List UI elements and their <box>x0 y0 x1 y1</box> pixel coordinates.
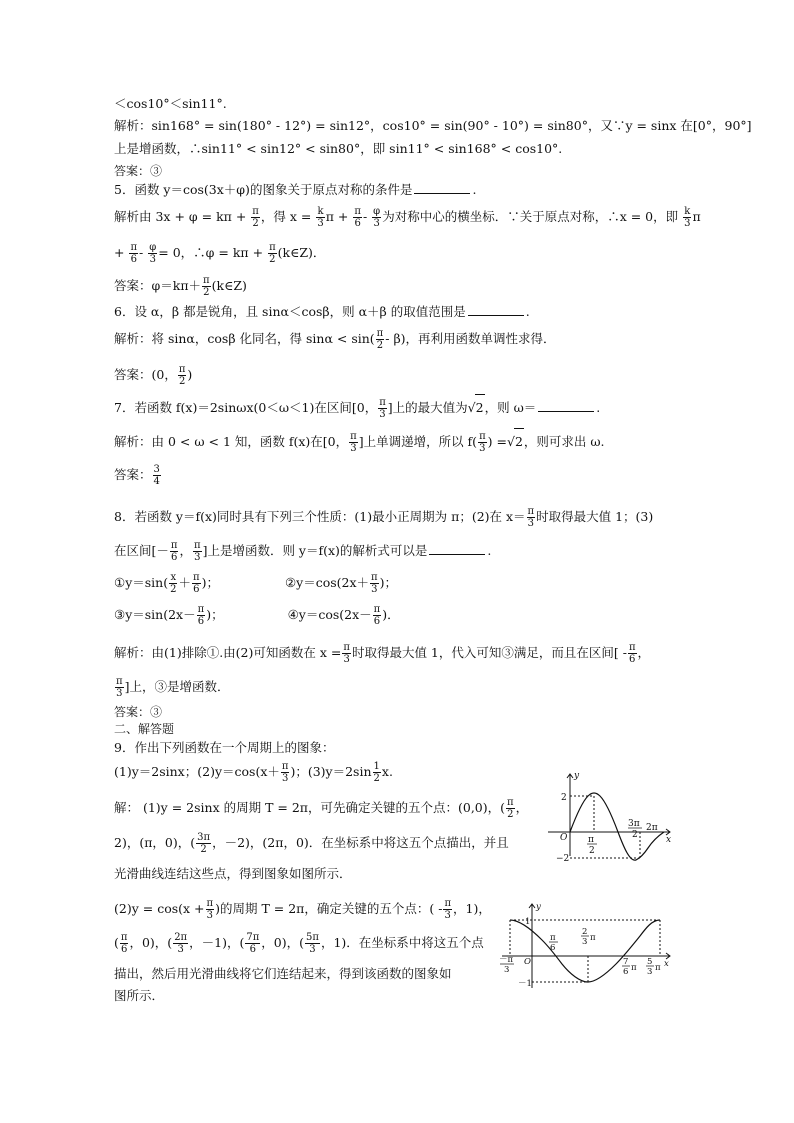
text: 答案：③ <box>114 705 163 719</box>
fraction <box>478 431 487 454</box>
solution-5 <box>114 204 701 230</box>
solution-8 <box>114 640 650 666</box>
fraction <box>372 206 381 229</box>
den: 3 <box>444 910 451 921</box>
den: 6 <box>354 218 361 229</box>
text: 上是增函数，∴sin11° < sin12° < sin80°，即 sin11° < sin168° < cos10°. <box>114 141 563 156</box>
tick-label: 2 <box>582 927 588 937</box>
text: ，则 ω＝ <box>484 400 537 415</box>
text: ]上单调递增，所以 f( <box>358 434 478 449</box>
text: ]上，③是增函数． <box>124 679 230 694</box>
den: 6 <box>120 944 128 955</box>
tick-label: －1 <box>518 979 532 989</box>
den: 3 <box>373 218 380 229</box>
text: - <box>362 209 368 224</box>
text: - <box>139 245 144 260</box>
solution-7 <box>114 428 605 455</box>
num: k <box>317 206 324 217</box>
answer-blank[interactable] <box>468 305 524 316</box>
solution-5-cont <box>114 240 325 266</box>
den: 3 <box>309 944 316 955</box>
num: 7π <box>246 932 260 943</box>
text: 解析：由 0 < ω < 1 知，函数 f(x)在[0， <box>114 434 349 449</box>
fraction <box>506 797 515 820</box>
text: ( <box>114 935 119 950</box>
fraction <box>169 572 177 595</box>
sqrt-sign: √ <box>467 400 476 415</box>
text: 答案：③ <box>114 164 163 178</box>
text: 解析由 3x + φ = kπ + <box>114 209 247 224</box>
text: ) = <box>487 434 507 449</box>
text: + <box>114 245 125 260</box>
den: 3 <box>317 218 324 229</box>
tick-label: π <box>631 963 637 973</box>
fraction <box>683 206 691 229</box>
text: ， <box>637 645 651 660</box>
fraction <box>628 642 637 665</box>
text: ，得 x = <box>260 209 312 224</box>
tick-label: π <box>655 963 661 973</box>
den: 6 <box>373 616 381 627</box>
fraction <box>373 761 381 784</box>
fraction <box>376 328 385 351</box>
text: 答案：(0， <box>114 367 177 382</box>
tick-label: 7 <box>623 957 629 967</box>
sqrt-arg: 2 <box>475 394 485 421</box>
option-3 <box>114 604 224 627</box>
answer-5 <box>114 273 247 299</box>
option-2 <box>284 572 397 595</box>
fraction <box>170 540 179 563</box>
question-8-cont <box>114 538 491 564</box>
text: ＜cos10°＜sin11°. <box>114 96 227 111</box>
num: 3 <box>153 464 160 475</box>
num: π <box>269 242 276 253</box>
text: 7．若函数 f(x)＝2sinωx(0＜ω＜1)在区间[0， <box>114 400 378 415</box>
num: π <box>252 206 259 217</box>
num: 1 <box>373 761 380 772</box>
fraction <box>316 206 324 229</box>
answer-blank[interactable] <box>414 183 470 194</box>
den: 2 <box>252 218 259 229</box>
text: . <box>525 304 530 319</box>
den: 6 <box>629 654 636 665</box>
text: ，－1)，( <box>189 935 245 950</box>
fraction <box>378 397 387 420</box>
num: x <box>170 572 177 583</box>
text: (k∈Z) <box>211 278 247 293</box>
answer-8 <box>114 704 162 720</box>
text: (k∈Z)． <box>277 245 326 260</box>
tick-label: 6 <box>623 967 629 977</box>
text: ，0)，( <box>129 935 173 950</box>
den: 2 <box>203 287 210 298</box>
text: )； <box>201 575 219 590</box>
text: 8．若函数 y＝f(x)同时具有下列三个性质：(1)最小正周期为 π；(2)在 x＝ <box>114 509 526 524</box>
answer-6 <box>114 362 192 388</box>
graph-cosine <box>498 900 674 990</box>
den: 3 <box>684 218 691 229</box>
text: π <box>692 209 701 224</box>
solution-9-1 <box>114 795 528 821</box>
den: 3 <box>379 409 386 420</box>
fraction <box>120 932 129 955</box>
fraction <box>342 642 351 665</box>
text: 描出，然后用光滑曲线将它们连结起来，得到该函数的图象如 <box>114 966 452 981</box>
text: 图所示． <box>114 988 165 1003</box>
fraction <box>153 464 161 487</box>
num: π <box>203 275 210 286</box>
tick-label: 3π <box>628 819 640 829</box>
text: 2)，(π，0)，( <box>114 835 196 850</box>
option-row-2 <box>114 602 400 628</box>
den: 2 <box>507 809 514 820</box>
text: ，0)，( <box>261 935 304 950</box>
answer-blank[interactable] <box>429 544 485 555</box>
fraction <box>443 898 452 921</box>
num: k <box>684 206 691 217</box>
text: ， <box>515 800 529 815</box>
tick-label: 3 <box>647 967 653 977</box>
question-6 <box>114 304 530 320</box>
solution-8-cont <box>114 674 229 700</box>
solution-9-2c <box>114 966 452 982</box>
den: 6 <box>170 552 178 563</box>
num: 3π <box>197 832 211 843</box>
num: π <box>130 242 138 253</box>
fraction <box>178 364 187 387</box>
text: = 0，∴φ = kπ + <box>158 245 264 260</box>
solution-9-1b <box>114 830 509 856</box>
option-row-1 <box>114 570 397 596</box>
tick-label: 2π <box>646 823 658 833</box>
text: 解析：将 sinα，cosβ 化同名，得 sinα < sin( <box>114 331 375 346</box>
num: π <box>116 676 123 687</box>
answer-7 <box>114 462 162 488</box>
text: )的周期 T = 2π，确定关键的五个点：( - <box>215 901 443 916</box>
fraction <box>192 572 201 595</box>
text: ②y＝cos(2x＋ <box>284 575 370 590</box>
text: )； <box>379 575 397 590</box>
tick-label: 1 <box>525 917 531 927</box>
fraction <box>115 676 124 699</box>
fraction <box>373 604 382 627</box>
solution-6 <box>114 326 556 352</box>
text: ) <box>187 367 193 382</box>
text: ，则可求出 ω. <box>523 434 605 449</box>
den: 3 <box>479 443 486 454</box>
text: ， <box>179 543 192 558</box>
num: π <box>376 328 384 339</box>
question-9 <box>114 740 334 756</box>
den: 2 <box>376 340 384 351</box>
section-heading <box>114 721 174 737</box>
text: 解析：由(1)排除①.由(2)可知函数在 x = <box>114 645 342 660</box>
den: 2 <box>178 376 186 387</box>
y-label: y <box>574 771 580 781</box>
text-line <box>114 118 752 134</box>
text: ①y＝sin( <box>114 575 169 590</box>
text: . <box>487 543 492 558</box>
num: 2π <box>174 932 188 943</box>
text: - β)，再利用函数单调性求得． <box>385 331 556 346</box>
num: π <box>527 506 535 517</box>
fraction <box>245 932 260 955</box>
text: x. <box>381 764 393 779</box>
text: 解析：sin168° = sin(180° - 12°) = sin12°，cos10° = sin(90° - 10°) = sin80°，又∵y = sinx 在[0°，90°] <box>114 118 752 133</box>
den: 2 <box>200 844 207 855</box>
tick-label: π <box>590 933 596 943</box>
den: 3 <box>343 654 350 665</box>
tick-label: 2 <box>561 793 567 803</box>
den: 3 <box>527 518 535 529</box>
num: π <box>193 540 201 551</box>
fraction <box>251 206 260 229</box>
text: 在区间[－ <box>114 543 169 558</box>
num: π <box>628 642 636 653</box>
text: 光滑曲线连结这些点，得到图象如图所示． <box>114 866 352 881</box>
text-line <box>114 96 227 112</box>
num: π <box>354 206 361 217</box>
text: 时取得最大值 1；(3) <box>536 509 654 524</box>
text-line <box>114 163 162 179</box>
text: 时取得最大值 1，代入可知③满足，而且在区间[ - <box>351 645 627 660</box>
fraction <box>370 572 379 595</box>
fraction <box>196 832 211 855</box>
question-8 <box>114 504 653 530</box>
text: 二、解答题 <box>114 722 175 736</box>
tick-label: 3 <box>504 965 510 975</box>
text: . <box>596 400 601 415</box>
solution-9-1c <box>114 866 352 882</box>
den: 4 <box>153 476 160 487</box>
num: φ <box>373 206 381 217</box>
fraction <box>527 506 536 529</box>
text: ③y＝sin(2x－ <box>114 607 196 622</box>
num: π <box>479 431 486 442</box>
num: π <box>371 572 378 583</box>
y-label: y <box>536 902 541 912</box>
fraction <box>148 242 157 265</box>
fraction <box>129 242 138 265</box>
den: 3 <box>149 254 156 265</box>
tick-label: π <box>588 835 594 845</box>
text: 解： (1)y = 2sinx 的周期 T = 2π，可先确定关键的五个点：(0,0)，( <box>114 800 506 815</box>
solution-9-2d <box>114 988 164 1004</box>
fraction <box>202 275 211 298</box>
sqrt-sign: √ <box>506 434 515 449</box>
den: 3 <box>116 688 123 699</box>
sqrt-arg: 2 <box>514 428 524 455</box>
tick-label: 3 <box>582 937 588 947</box>
num: π <box>120 932 128 943</box>
num: π <box>178 364 186 375</box>
den: 6 <box>249 944 256 955</box>
tick-label: π <box>550 933 556 943</box>
fraction <box>206 898 215 921</box>
text: ]上是增函数．则 y＝f(x)的解析式可以是 <box>202 543 428 558</box>
text: (1)y＝2sinx；(2)y＝cos(x＋ <box>114 764 280 779</box>
x-label: x <box>664 959 669 969</box>
solution-9-2b <box>114 930 484 956</box>
text: 为对称中心的横坐标．∵关于原点对称，∴x = 0，即 <box>382 209 679 224</box>
den: 3 <box>177 944 184 955</box>
tick-label: 2 <box>589 846 595 856</box>
den: 2 <box>170 584 177 595</box>
fraction <box>349 431 358 454</box>
num: π <box>206 898 214 909</box>
x-label: x <box>666 835 672 845</box>
option-1 <box>114 572 219 595</box>
den: 6 <box>197 616 205 627</box>
num: π <box>170 540 178 551</box>
question-9-items <box>114 759 393 785</box>
fraction <box>197 604 206 627</box>
text: ，1)， <box>453 901 491 916</box>
option-4 <box>287 604 400 627</box>
fraction <box>281 761 290 784</box>
question-5 <box>114 182 476 198</box>
num: π <box>444 898 452 909</box>
tick-label: −2 <box>556 854 570 862</box>
num: π <box>197 604 205 615</box>
num: π <box>350 431 357 442</box>
num: π <box>343 642 350 653</box>
graph-sine <box>540 768 676 862</box>
text: ]上的最大值为 <box>387 400 468 415</box>
fraction <box>268 242 277 265</box>
text: π + <box>325 209 349 224</box>
text: ，－2)，(2π，0)．在坐标系中将这五个点描出，并且 <box>212 835 509 850</box>
text: )；(3)y＝2sin <box>290 764 372 779</box>
text: 答案： <box>114 467 152 482</box>
den: 3 <box>206 910 213 921</box>
num: π <box>193 572 200 583</box>
num: φ <box>149 242 157 253</box>
text: ，1)．在坐标系中将这五个点 <box>320 935 484 950</box>
den: 2 <box>269 254 276 265</box>
text: 6．设 α，β 都是锐角，且 sinα＜cosβ，则 α＋β 的取值范围是 <box>114 304 466 319</box>
num: π <box>373 604 381 615</box>
den: 2 <box>373 773 380 784</box>
text: ＋ <box>178 575 191 590</box>
text: ④y＝cos(2x－ <box>287 607 372 622</box>
text-line <box>114 141 562 157</box>
den: 6 <box>193 584 200 595</box>
num: π <box>379 397 386 408</box>
den: 3 <box>371 584 378 595</box>
text: (2)y = cos(x + <box>114 901 205 916</box>
solution-9-2 <box>114 896 491 922</box>
text: 5．函数 y＝cos(3x＋φ)的图象关于原点对称的条件是 <box>114 182 413 197</box>
origin-label: O <box>560 833 568 843</box>
text: )； <box>206 607 224 622</box>
question-7 <box>114 394 600 421</box>
den: 3 <box>281 773 289 784</box>
text: 9．作出下列函数在一个周期上的图象： <box>114 740 335 755</box>
answer-blank[interactable] <box>538 401 594 412</box>
tick-label: 5 <box>647 957 653 967</box>
den: 6 <box>130 254 137 265</box>
den: 3 <box>350 443 357 454</box>
text: . <box>472 182 477 197</box>
fraction <box>193 540 202 563</box>
origin-label: O <box>524 957 531 967</box>
num: π <box>507 797 514 808</box>
fraction <box>353 206 362 229</box>
num: π <box>281 761 289 772</box>
text: )． <box>382 607 400 622</box>
fraction <box>173 932 188 955</box>
den: 3 <box>194 552 201 563</box>
tick-label: 6 <box>550 943 556 953</box>
tick-label: －π <box>499 955 514 965</box>
text: 答案：φ＝kπ＋ <box>114 278 202 293</box>
num: 5π <box>306 932 319 943</box>
tick-label: 2 <box>632 830 638 840</box>
fraction <box>305 932 320 955</box>
